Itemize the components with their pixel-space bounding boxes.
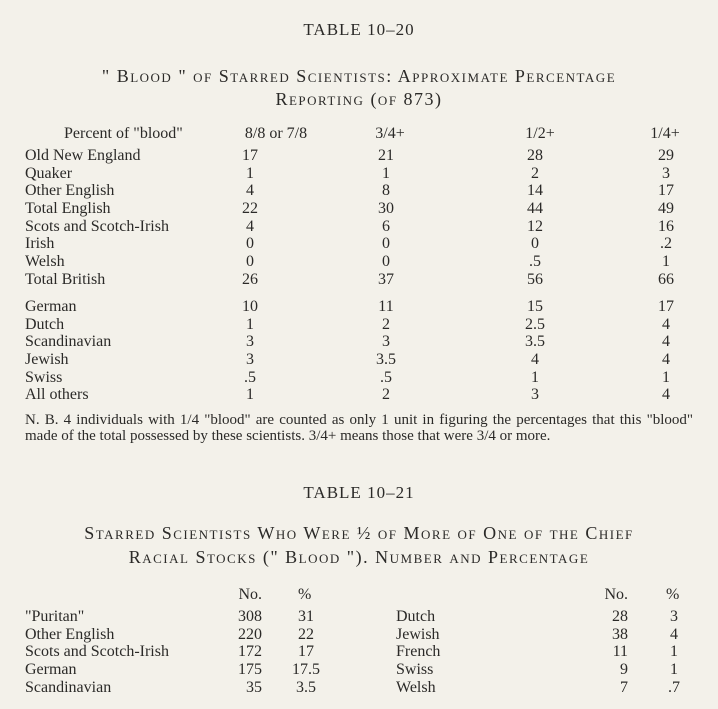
- table1-cell: 4: [662, 351, 670, 368]
- table2-no-cell: 7: [620, 679, 628, 696]
- table1-cell: 17: [242, 147, 258, 164]
- table2-row-label: Scandinavian: [25, 679, 112, 696]
- table2-row-label: Dutch: [396, 608, 436, 625]
- table2-pct-cell: 22: [298, 626, 314, 643]
- table2-row-label: Jewish: [396, 626, 440, 643]
- table2-pct-cell: 31: [298, 608, 314, 625]
- table1-row-label: Quaker: [25, 165, 73, 182]
- table1-row-label: Dutch: [25, 316, 65, 333]
- table1-cell: 8: [382, 182, 390, 199]
- table2-no-cell: 172: [238, 643, 262, 660]
- table2-row-label: Swiss: [396, 661, 434, 678]
- table1-cell: 3: [531, 386, 539, 403]
- table1-cell: 1: [246, 316, 254, 333]
- table1-title: TABLE 10–20: [303, 20, 415, 39]
- table1-row-label: Swiss: [25, 369, 63, 386]
- table1-row-label: Jewish: [25, 351, 69, 368]
- table2-row-label: Other English: [25, 626, 115, 643]
- table1-row-label: German: [25, 298, 77, 315]
- table1-row-label: Total British: [25, 271, 106, 288]
- table1-col-header: 1/4+: [650, 125, 680, 142]
- table1-cell: 3: [246, 351, 254, 368]
- table1-heading-line1: " Blood " of Starred Scientists: Approximate Percentage: [101, 66, 617, 86]
- table2-pct-cell: 17.5: [292, 661, 320, 678]
- table2-row-label: Scots and Scotch-Irish: [25, 643, 169, 660]
- table1-cell: 37: [378, 271, 394, 288]
- table2-pct-cell: 1: [670, 643, 678, 660]
- table2-no-cell: 28: [612, 608, 628, 625]
- table1-cell: .2: [660, 235, 672, 252]
- table2-pct-cell: 17: [298, 643, 314, 660]
- table1-cell: 29: [658, 147, 674, 164]
- table1-cell: .5: [529, 253, 541, 270]
- table1-cell: 30: [378, 200, 394, 217]
- table2-row-label: French: [396, 643, 441, 660]
- table1-cell: 15: [527, 298, 543, 315]
- table1-row-label: Old New England: [25, 147, 141, 164]
- table2-no-cell: 220: [238, 626, 262, 643]
- table1-cell: 28: [527, 147, 543, 164]
- table1-cell: 0: [382, 235, 390, 252]
- table1-cell: 4: [662, 386, 670, 403]
- table2-heading-line1: Starred Scientists Who Were ½ of More of One of the Chief: [84, 523, 634, 543]
- table1-cell: 44: [527, 200, 543, 217]
- table1-cell: 3: [246, 333, 254, 350]
- table1-cell: 17: [658, 298, 674, 315]
- table1-row-label: Scots and Scotch-Irish: [25, 218, 169, 235]
- table1-cell: 26: [242, 271, 258, 288]
- table2-no-cell: 9: [620, 661, 628, 678]
- table1-col-header: 8/8 or 7/8: [244, 125, 308, 142]
- table1-cell: 4: [246, 182, 254, 199]
- table2-pct-cell: 4: [670, 626, 678, 643]
- table1-cell: 1: [246, 386, 254, 403]
- table1-cell: 14: [527, 182, 543, 199]
- table1-cell: 17: [658, 182, 674, 199]
- table1-cell: 3.5: [525, 333, 545, 350]
- table1-row-label: Total English: [25, 200, 111, 217]
- table1-note: N. B. 4 individuals with 1/4 "blood" are counted as only 1 unit in figuring the percentages that this "blood" made of the total possessed by these scientists. 3/4+ means those that were 3/4 or more.: [25, 412, 693, 444]
- table2-col-no-left: No.: [238, 586, 262, 603]
- table1-cell: 0: [531, 235, 539, 252]
- table1-cell: 0: [382, 253, 390, 270]
- table1-cell: 56: [527, 271, 543, 288]
- table2-pct-cell: .7: [668, 679, 680, 696]
- table1-cell: 21: [378, 147, 394, 164]
- table2-row-label: Welsh: [396, 679, 436, 696]
- table1-row-label: All others: [25, 386, 89, 403]
- table2-no-cell: 11: [612, 643, 628, 660]
- table1-cell: 22: [242, 200, 258, 217]
- table1-cell: 1: [662, 253, 670, 270]
- table1-cell: 66: [658, 271, 674, 288]
- table2-row-label: "Puritan": [25, 608, 85, 625]
- table1-cell: 2: [382, 386, 390, 403]
- table2-col-no-right: No.: [604, 586, 628, 603]
- table1-col-header: 3/4+: [375, 125, 405, 142]
- table2-title: TABLE 10–21: [303, 483, 415, 502]
- table1-cell: 1: [531, 369, 539, 386]
- table2-no-cell: 308: [238, 608, 262, 625]
- table1-cell: 12: [527, 218, 543, 235]
- table1-cell: 2: [531, 165, 539, 182]
- table1-cell: 6: [382, 218, 390, 235]
- table1-cell: 0: [246, 235, 254, 252]
- table1-cell: 0: [246, 253, 254, 270]
- table1-cell: 2.5: [525, 316, 545, 333]
- table1-row-label: Scandinavian: [25, 333, 112, 350]
- table1-cell: 1: [382, 165, 390, 182]
- table1-cell: 3.5: [376, 351, 396, 368]
- table1-cell: 10: [242, 298, 258, 315]
- table1-header-label: Percent of "blood": [64, 125, 183, 142]
- table2-no-cell: 35: [246, 679, 262, 696]
- table1-cell: .5: [244, 369, 256, 386]
- table1-cell: 11: [378, 298, 394, 315]
- table1-cell: .5: [380, 369, 392, 386]
- table2-no-cell: 38: [612, 626, 628, 643]
- table1-row-label: Other English: [25, 182, 115, 199]
- table1-row-label: Irish: [25, 235, 55, 252]
- table1-cell: 49: [658, 200, 674, 217]
- table1-col-header: 1/2+: [525, 125, 555, 142]
- table1-cell: 2: [382, 316, 390, 333]
- table1-heading-line2: Reporting (of 873): [275, 89, 443, 109]
- table1-cell: 1: [662, 369, 670, 386]
- table1-cell: 1: [246, 165, 254, 182]
- table1-cell: 4: [662, 316, 670, 333]
- table1-cell: 4: [531, 351, 539, 368]
- table1-cell: 4: [246, 218, 254, 235]
- table2-no-cell: 175: [238, 661, 262, 678]
- table1-row-label: Welsh: [25, 253, 65, 270]
- table2-pct-cell: 3.5: [296, 679, 316, 696]
- table2-pct-cell: 1: [670, 661, 678, 678]
- table1-cell: 3: [382, 333, 390, 350]
- table1-cell: 3: [662, 165, 670, 182]
- table2-col-pct-right: %: [666, 586, 680, 603]
- table2-heading-line2: Racial Stocks (" Blood "). Number and Percentage: [128, 547, 590, 567]
- table2-col-pct-left: %: [298, 586, 312, 603]
- table2-pct-cell: 3: [670, 608, 678, 625]
- table1-cell: 16: [658, 218, 674, 235]
- table2-row-label: German: [25, 661, 77, 678]
- table1-cell: 4: [662, 333, 670, 350]
